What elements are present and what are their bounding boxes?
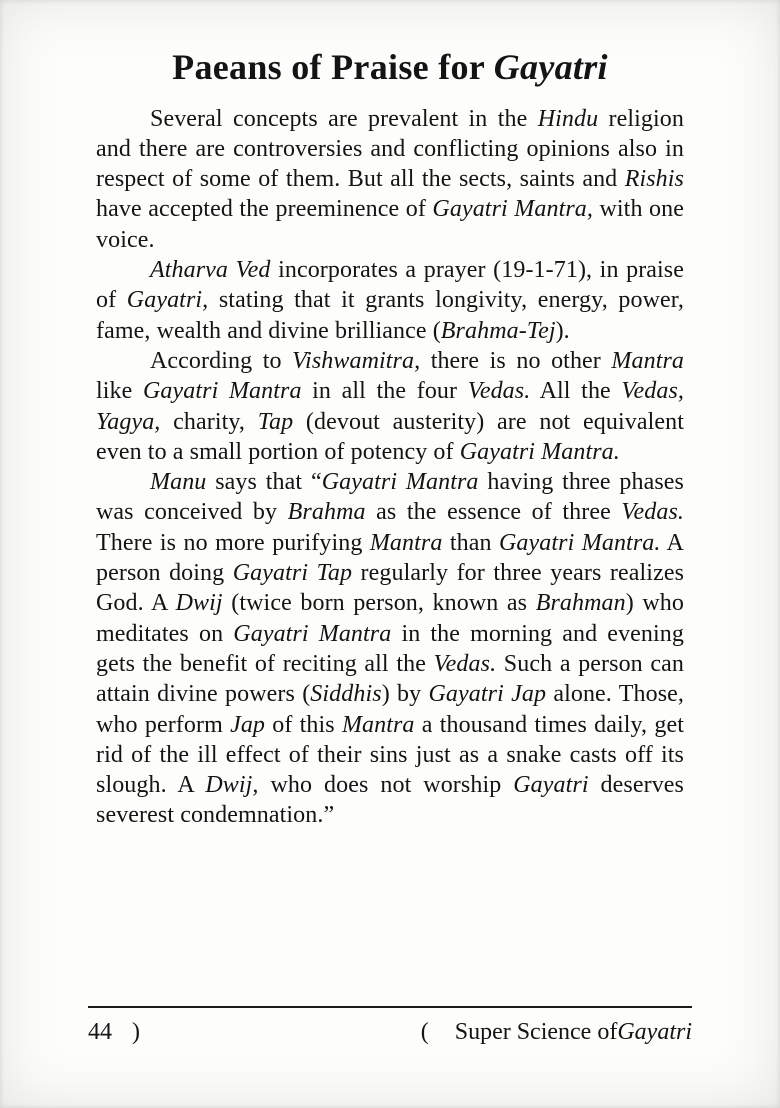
italic-text-run: Manu <box>150 469 207 496</box>
text-run: alone. Those, who perform <box>96 681 684 738</box>
text-run: than <box>442 529 499 556</box>
italic-text-run: Mantra <box>341 711 415 738</box>
text-run: incorporates a prayer (19-1-71), in praise of <box>96 257 684 314</box>
text-run: a thousand times daily, get rid of the ill effect of their sins just as a snake casts off its slough. A <box>96 711 684 799</box>
italic-text-run: Brahma <box>287 499 366 526</box>
text-run: in the morning and evening gets the benefit of reciting all the <box>96 620 684 677</box>
italic-text-run: Gayatri Mantra <box>321 469 479 496</box>
text-run: religion and there are controversies and conflicting opinions also in respect of some of them. But all the sects, saints and <box>96 105 684 193</box>
italic-text-run: Vedas, Yagya, <box>96 378 684 435</box>
italic-text-run: Gayatri Tap <box>232 560 353 587</box>
italic-text-run: Brahman <box>535 590 626 617</box>
italic-text-run: Mantra <box>611 347 685 374</box>
text-run: who does not worship <box>258 772 514 799</box>
italic-text-run: Rishis <box>624 166 684 193</box>
book-title: Super Science of <box>454 1019 618 1045</box>
text-run: Paeans of Praise for <box>172 47 494 87</box>
italic-text-run: Vishwamitra, <box>292 347 421 374</box>
text-run: there is no other <box>420 347 612 374</box>
text-run: According to <box>150 347 293 374</box>
text-run: have accepted the preeminence of <box>96 196 433 223</box>
footer-left <box>88 1019 140 1045</box>
text-run: (devout austerity) are not equivalent even to a small portion of potency of <box>96 408 685 465</box>
italic-text-run: Vedas. <box>433 650 497 677</box>
italic-text-run: Mantra <box>369 529 443 556</box>
italic-text-run: Vedas. <box>467 378 531 405</box>
text-run: says that “ <box>206 469 322 496</box>
footer-right <box>421 1019 692 1045</box>
text-run: Such a person can attain divine powers ( <box>96 650 684 708</box>
page-footer <box>88 1006 692 1045</box>
italic-text-run: Siddhis <box>310 681 382 708</box>
italic-text-run: Dwij, <box>205 772 259 799</box>
italic-text-run: Gayatri Mantra. <box>459 438 620 465</box>
text-run: in all the four <box>301 378 468 405</box>
paragraph <box>96 346 684 467</box>
italic-text-run: Gayatri Mantra. <box>499 529 661 556</box>
text-run: with one voice. <box>96 196 684 253</box>
paragraph <box>96 104 684 255</box>
italic-text-run: Gayatri Jap <box>428 681 547 708</box>
italic-text-run: Gayatri Mantra <box>233 620 392 647</box>
page-content <box>96 48 684 831</box>
italic-text-run: Gayatri, <box>126 287 209 314</box>
text-run: ). <box>555 317 570 344</box>
italic-text-run: Atharva Ved <box>150 257 271 284</box>
italic-text-run: Brahma-Tej <box>440 317 556 344</box>
book-title-italic: Gayatri <box>617 1019 692 1045</box>
footer-right-paren: ( <box>420 1019 429 1045</box>
text-run: like <box>96 378 143 405</box>
text-run: regularly for three years realizes God. A <box>96 560 685 617</box>
italic-text-run: Hindu <box>537 105 599 132</box>
text-run: having three phases was conceived by <box>96 469 684 526</box>
page-title <box>96 48 684 88</box>
text-run: (twice born person, known as <box>222 590 536 617</box>
text-run: Several concepts are prevalent in the <box>150 105 538 132</box>
text-run: as the essence of three <box>365 499 622 526</box>
text-run: ) by <box>381 681 429 708</box>
italic-text-run: Gayatri Mantra <box>143 378 302 405</box>
text-run: There is no more purifying <box>96 529 370 556</box>
italic-text-run: Gayatri Mantra, <box>432 196 593 223</box>
italic-text-run: Dwij <box>175 590 223 617</box>
text-run: stating that it grants longivity, energy, power, fame, wealth and divine brilliance ( <box>96 287 685 344</box>
paragraph <box>96 255 684 346</box>
text-run: A person doing <box>96 529 684 587</box>
italic-text-run: Jap <box>230 711 266 738</box>
footer-left-paren: ) <box>132 1019 140 1045</box>
italic-text-run: Gayatri <box>513 772 589 799</box>
text-run: ) who meditates on <box>96 590 685 647</box>
page-number: 44 <box>88 1019 112 1045</box>
body-text <box>96 104 684 831</box>
italic-text-run: Gayatri <box>493 47 608 87</box>
text-run: All the <box>530 378 622 405</box>
text-run: of this <box>265 711 342 738</box>
text-run: deserves severest condemnation.” <box>96 772 684 829</box>
italic-text-run: Tap <box>257 408 294 435</box>
text-run: charity, <box>160 408 258 435</box>
italic-text-run: Vedas. <box>621 499 684 526</box>
paragraph <box>96 467 684 831</box>
